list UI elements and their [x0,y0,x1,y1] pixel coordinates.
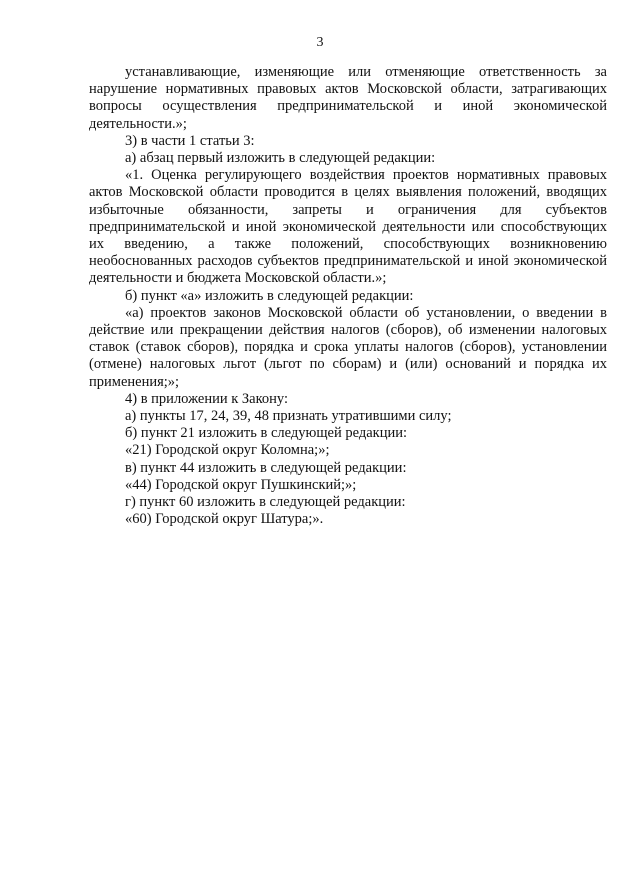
paragraph-continuation: устанавливающие, изменяющие или отменяющие ответственность за нарушение нормативных правовых актов Московской области, затрагивающих вопросы осуществления предпринимательской и иной экономической деятельности.»; [89,64,607,132]
paragraph-item-4: 4) в приложении к Закону: [125,390,289,407]
page-number: 3 [316,35,324,50]
document-body [89,64,607,528]
paragraph-item-3: 3) в части 1 статьи 3: [125,132,255,149]
paragraph-quoted-text-1: «1. Оценка регулирующего воздействия проектов нормативных правовых актов Московской области проводится в целях выявления положений, вводящих избыточные обязанности, запреты и ограничения для субъектов предпринимательской и иной экономической деятельности или способствующих их введению, а также положений, способствующих возникновению необоснованных расходов субъектов предпринимательской и иной экономической деятельности и бюджета Московской области.»; [89,167,607,287]
paragraph-subitem-a-points: а) пункты 17, 24, 39, 48 признать утратившими силу; [125,408,452,425]
paragraph-subitem-v-point-44: в) пункт 44 изложить в следующей редакции: [125,459,407,476]
paragraph-quoted-text-a: «а) проектов законов Московской области об установлении, о введении в действие или прекращении действия налогов (сборов), об изменении налоговых ставок (ставок сборов), порядка и срока уплаты налогов (сборов), установлении (отмене) налоговых льгот (льгот по сборам) и (или) оснований и порядка их применения;»; [89,304,607,390]
paragraph-subitem-g-point-60: г) пункт 60 изложить в следующей редакции: [125,494,406,511]
paragraph-quoted-point-21: «21) Городской округ Коломна;»; [125,442,330,459]
paragraph-subitem-a: а) абзац первый изложить в следующей редакции: [125,150,436,167]
paragraph-quoted-point-60: «60) Городской округ Шатура;». [125,511,324,528]
paragraph-quoted-point-44: «44) Городской округ Пушкинский;»; [125,476,357,493]
paragraph-subitem-b-point-21: б) пункт 21 изложить в следующей редакции: [125,425,407,442]
paragraph-subitem-b: б) пункт «а» изложить в следующей редакции: [125,287,414,304]
